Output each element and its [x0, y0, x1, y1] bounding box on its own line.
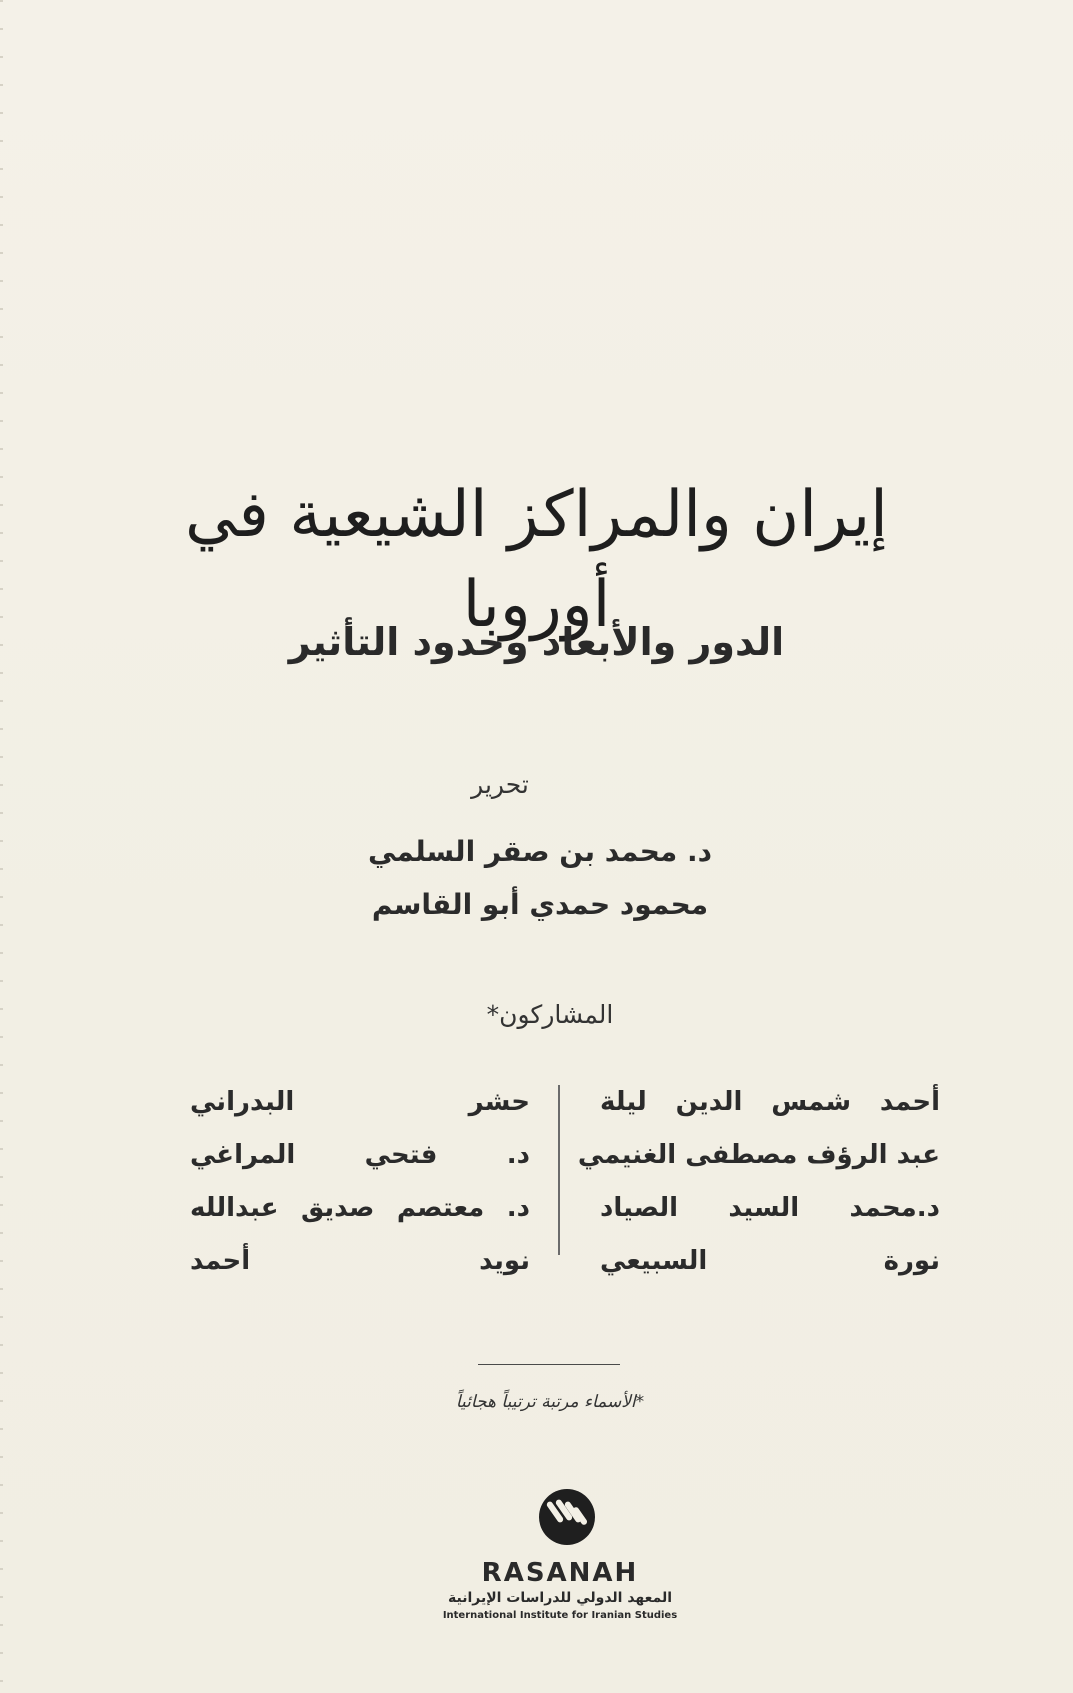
- rasanah-logo-icon: [538, 1488, 596, 1546]
- publisher-name-arabic: المعهد الدولي للدراسات الإيرانية: [447, 1590, 673, 1606]
- publisher-name-english: International Institute for Iranian Studies: [442, 1610, 678, 1621]
- participants-left-column: [190, 1076, 530, 1288]
- participant-name: نويد أحمد: [190, 1246, 530, 1276]
- participant-name: د.محمد السيد الصياد: [600, 1193, 940, 1223]
- book-title: إيران والمراكز الشيعية في أوروبا: [185, 478, 888, 642]
- footnote-rule: [478, 1364, 620, 1365]
- book-subtitle: الدور والأبعاد وحدود التأثير: [288, 620, 785, 664]
- participant-name: د. فتحي المراغي: [190, 1140, 530, 1170]
- editing-label: تحرير: [471, 770, 529, 799]
- column-divider: [558, 1085, 560, 1255]
- participant-name: نورة السبيعي: [600, 1246, 940, 1276]
- binding-edge: [0, 0, 3, 1693]
- participant-name: حشر البدراني: [190, 1087, 530, 1117]
- participant-name: أحمد شمس الدين ليلة: [600, 1087, 940, 1117]
- participants-label: المشاركون*: [486, 1000, 614, 1029]
- editor-name: محمود حمدي أبو القاسم: [371, 888, 709, 921]
- participants-right-column: [577, 1076, 940, 1288]
- footnote: *الأسماء مرتبة ترتيباً هجائياً: [455, 1392, 645, 1412]
- participant-name: عبد الرؤف مصطفى الغنيمي: [577, 1140, 940, 1170]
- participant-name: د. معتصم صديق عبدالله: [190, 1193, 530, 1223]
- editor-name: د. محمد بن صقر السلمي: [368, 835, 712, 868]
- publisher-name: RASANAH: [481, 1558, 639, 1588]
